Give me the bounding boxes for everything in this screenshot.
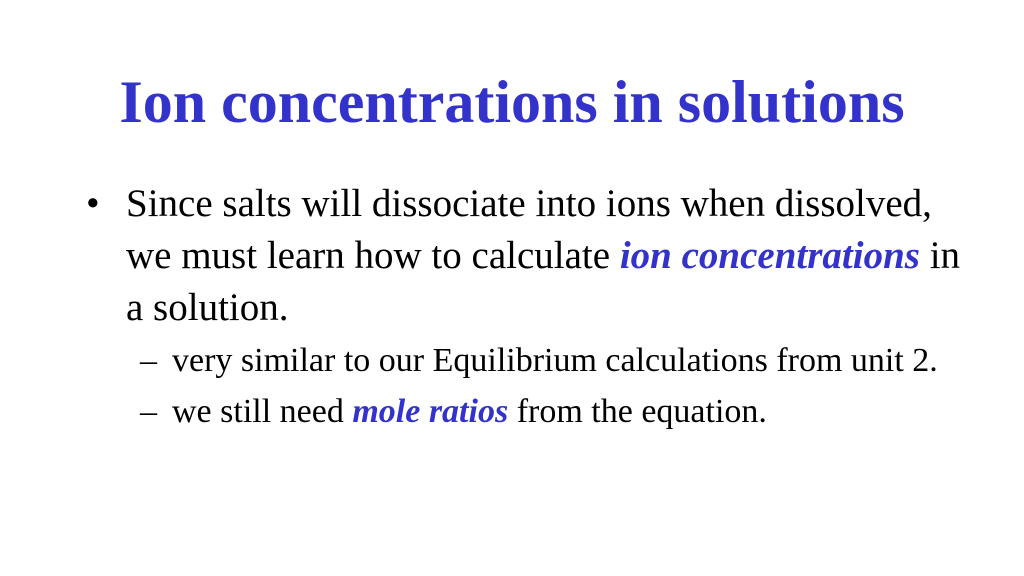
sub-bullet-item [126, 340, 966, 381]
bullet-item [86, 178, 966, 432]
emphasis-mole-ratios: mole ratios [352, 393, 509, 430]
bullet-text-end: in a solution. [126, 234, 961, 329]
sub-bullet-item [126, 391, 966, 432]
bullet-text: Since salts will dissociate into ions when dissolved, we must learn how to calculate [126, 182, 932, 277]
emphasis-ion-concentrations: ion concentrations [619, 234, 920, 277]
slide-title: Ion concentrations in solutions [119, 69, 905, 135]
sub-bullet-text: we still need [172, 393, 353, 430]
sub-bullet-text-end: from the equation. [508, 393, 767, 430]
sub-bullet-list [126, 340, 966, 432]
bullet-marker: • [86, 182, 100, 225]
sub-bullet-text: very similar to our Equilibrium calculations from unit 2. [172, 342, 938, 379]
sub-bullet-marker: – [140, 393, 157, 430]
sub-bullet-marker: – [140, 342, 157, 379]
bullet-list [86, 178, 966, 432]
